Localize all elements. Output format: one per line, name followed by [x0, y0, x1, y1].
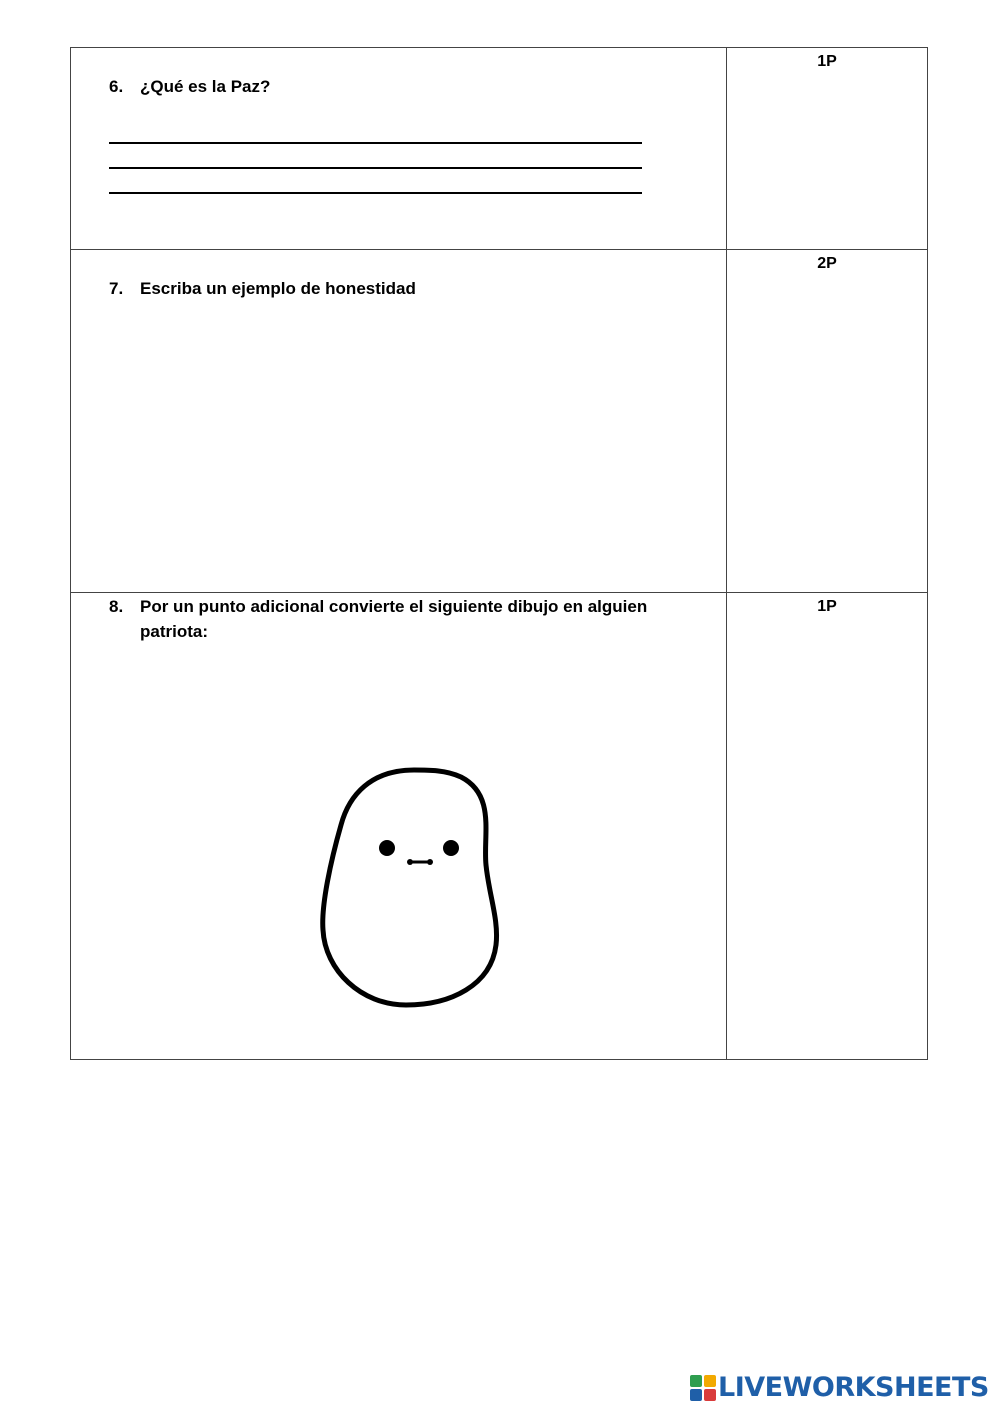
points-cell-7	[727, 250, 928, 593]
question-number: 6.	[109, 77, 124, 96]
potato-character-icon[interactable]	[311, 765, 531, 1020]
question-number: 8.	[109, 597, 124, 616]
question-text: ¿Qué es la Paz?	[140, 77, 271, 96]
question-6	[109, 74, 686, 99]
question-text: Por un punto adicional convierte el siguiente dibujo en alguien patriota:	[140, 597, 648, 641]
points-label: 1P	[817, 598, 837, 615]
question-7	[109, 276, 686, 301]
question-cell-7[interactable]	[71, 250, 727, 593]
answer-line[interactable]	[109, 167, 642, 169]
question-number: 7.	[109, 279, 124, 298]
answer-line[interactable]	[109, 192, 642, 194]
points-label: 2P	[817, 255, 837, 272]
question-row-8	[71, 593, 928, 1060]
question-text: Escriba un ejemplo de honestidad	[140, 279, 416, 298]
points-cell-6	[727, 48, 928, 250]
points-label: 1P	[817, 53, 837, 70]
liveworksheets-mark-icon	[690, 1375, 716, 1401]
question-8	[109, 594, 686, 644]
brand-name: LIVEWORKSHEETS	[718, 1372, 989, 1403]
question-cell-8	[71, 593, 727, 1060]
points-cell-8	[727, 593, 928, 1060]
question-row-6	[71, 48, 928, 250]
worksheet-table	[70, 47, 928, 1060]
answer-line[interactable]	[109, 142, 642, 144]
liveworksheets-logo	[690, 1372, 989, 1403]
question-row-7	[71, 250, 928, 593]
question-cell-6	[71, 48, 727, 250]
